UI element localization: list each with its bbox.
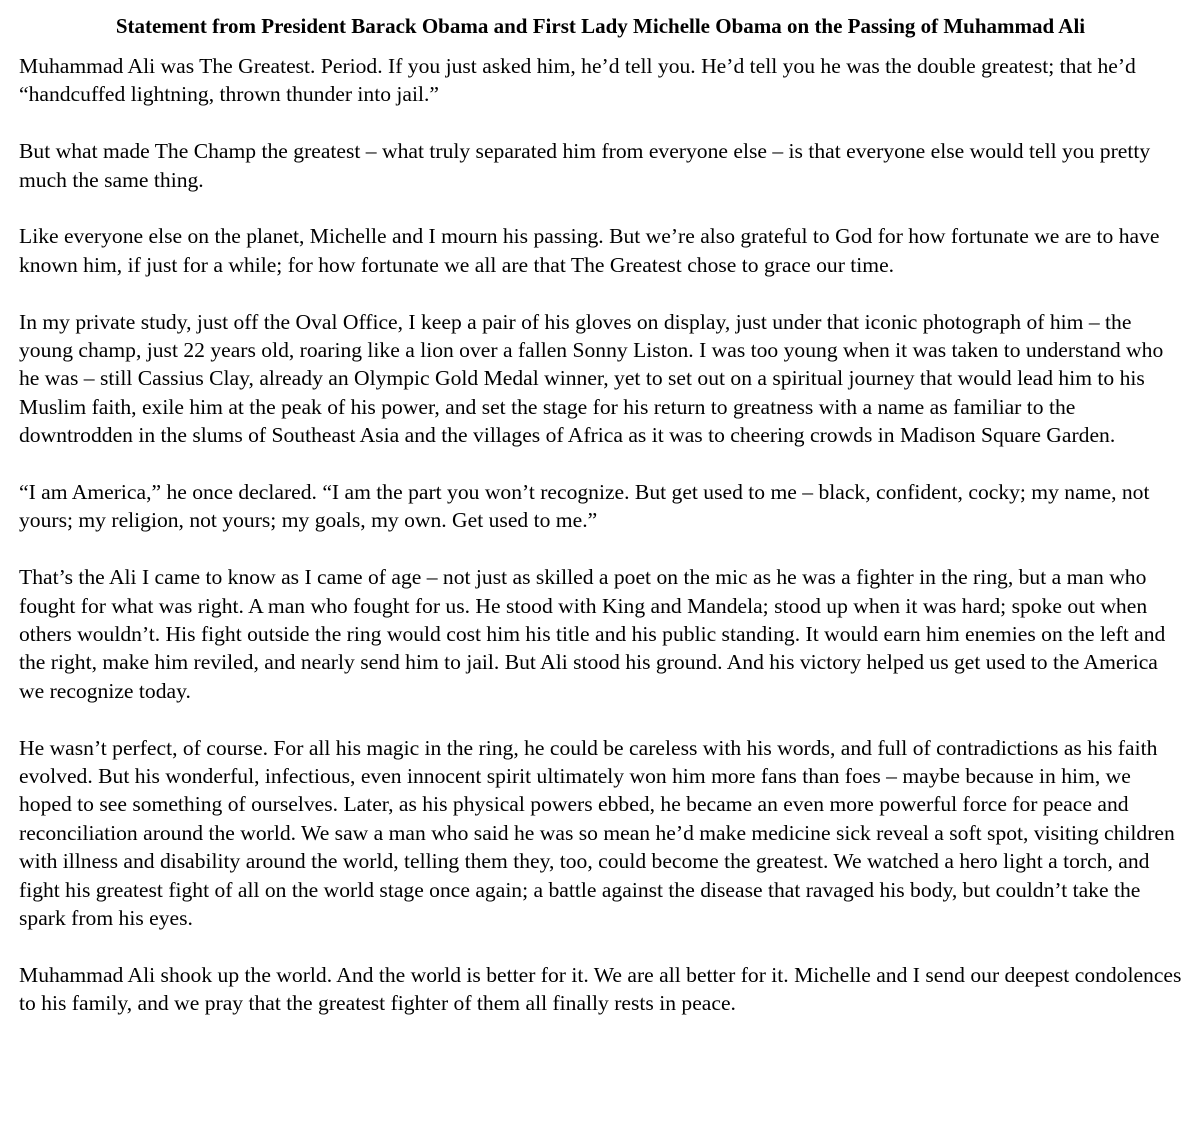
paragraph: Like everyone else on the planet, Michelle and I mourn his passing. But we’re also grateful to God for how fortunate we are to have known him, if just for a while; for how fortunate we all are that The Greatest chose to grace our time. <box>19 224 1160 277</box>
document-body <box>19 52 1182 1018</box>
paragraph: Muhammad Ali shook up the world. And the world is better for it. We are all better for it. Michelle and I send our deepest condolences to his family, and we pray that the greatest fighter of them all finally rests in peace. <box>19 962 1182 1016</box>
document-title: Statement from President Barack Obama and First Lady Michelle Obama on the Passing of Muhammad Ali <box>115 14 1086 38</box>
paragraph: Muhammad Ali was The Greatest. Period. If you just asked him, he’d tell you. He’d tell you he was the double greatest; that he’d “handcuffed lightning, thrown thunder into jail.” <box>19 54 1136 107</box>
paragraph: That’s the Ali I came to know as I came of age – not just as skilled a poet on the mic as he was a fighter in the ring, but a man who fought for what was right. A man who fought for us. He stood with King and Mandela; stood up when it was hard; spoke out when others wouldn’t. His fight outside the ring would cost him his title and his public standing. It would earn him enemies on the left and the right, make him reviled, and nearly send him to jail. But Ali stood his ground. And his victory helped us get used to the America we recognize today. <box>19 565 1166 703</box>
paragraph: But what made The Champ the greatest – what truly separated him from everyone else – is that everyone else would tell you pretty much the same thing. <box>19 139 1151 192</box>
paragraph: In my private study, just off the Oval Office, I keep a pair of his gloves on display, just under that iconic photograph of him – the young champ, just 22 years old, roaring like a lion over a fallen Sonny Liston. I was too young when it was taken to understand who he was – still Cassius Clay, already an Olympic Gold Medal winner, yet to set out on a spiritual journey that would lead him to his Muslim faith, exile him at the peak of his power, and set the stage for his return to greatness with a name as familiar to the downtrodden in the slums of Southeast Asia and the villages of Africa as it was to cheering crowds in Madison Square Garden. <box>19 309 1164 448</box>
paragraph: He wasn’t perfect, of course. For all his magic in the ring, he could be careless with his words, and full of contradictions as his faith evolved. But his wonderful, infectious, even innocent spirit ultimately won him more fans than foes – maybe because in him, we hoped to see something of ourselves. Later, as his physical powers ebbed, he became an even more powerful force for peace and reconciliation around the world. We saw a man who said he was so mean he’d make medicine sick reveal a soft spot, visiting children with illness and disability around the world, telling them they, too, could become the greatest. We watched a hero light a torch, and fight his greatest fight of all on the world stage once again; a battle against the disease that ravaged his body, but couldn’t take the spark from his eyes. <box>19 735 1175 931</box>
paragraph: “I am America,” he once declared. “I am the part you won’t recognize. But get used to me – black, confident, cocky; my name, not yours; my religion, not yours; my goals, my own. Get used to me.” <box>19 480 1150 533</box>
